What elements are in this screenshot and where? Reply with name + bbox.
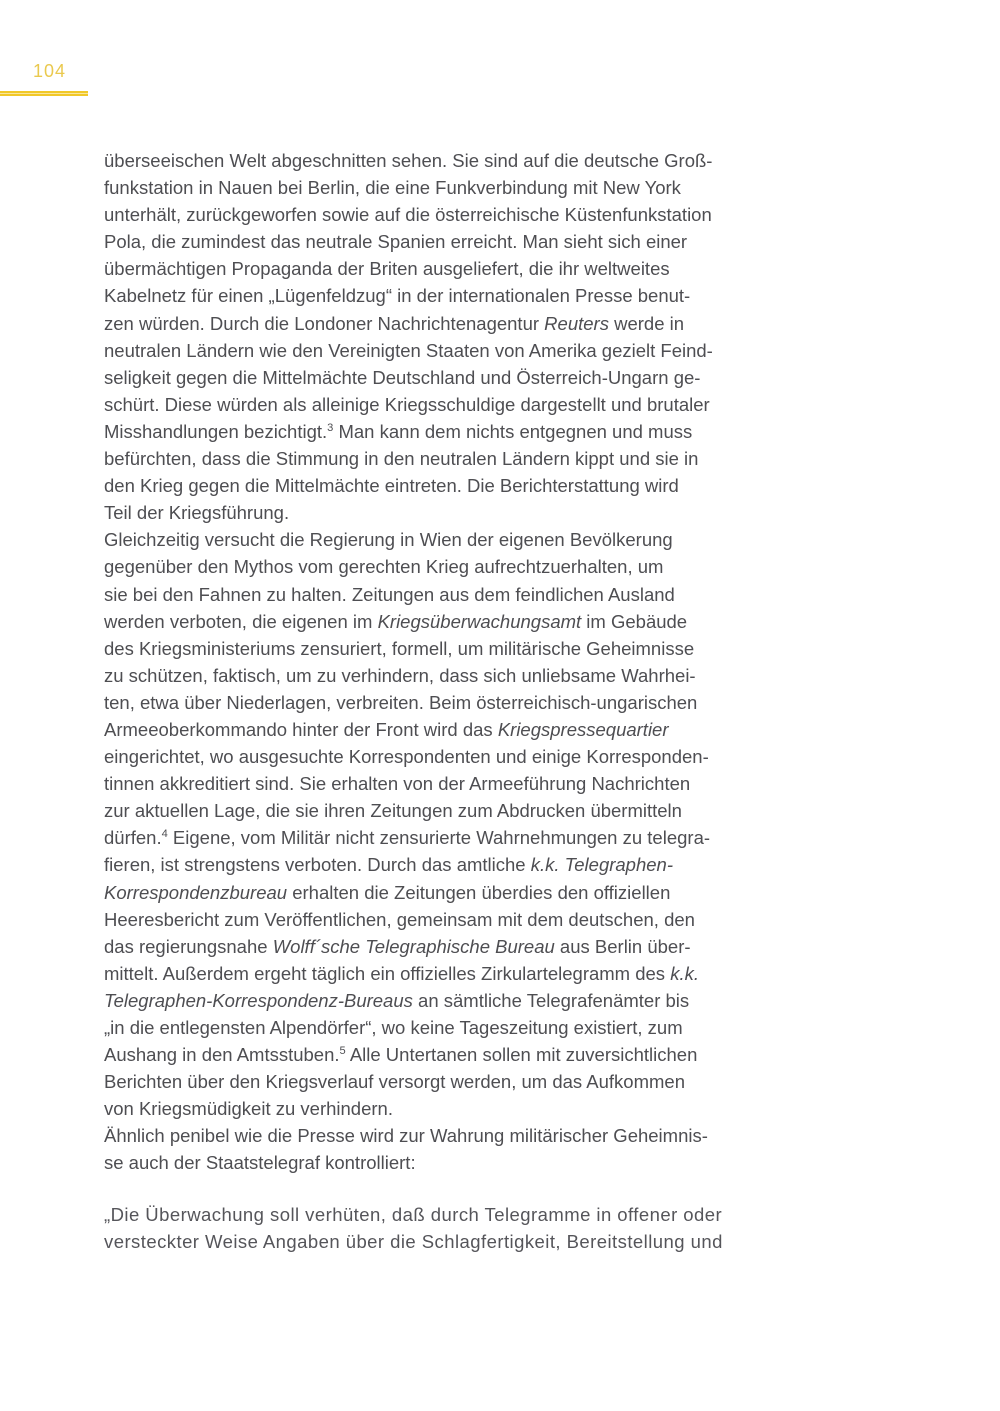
text-segment: sie bei den Fahnen zu halten. Zeitungen aus dem feindlichen Ausland [104, 583, 675, 605]
text-segment: Pola, die zumindest das neutrale Spanien erreicht. Man sieht sich einer [104, 231, 688, 253]
text-line [104, 282, 804, 309]
footnote-marker: 4 [161, 828, 168, 841]
text-segment: im Gebäude [581, 610, 688, 632]
text-segment: unterhält, zurückgeworfen sowie auf die österreichische Küstenfunkstation [104, 204, 712, 226]
text-line [104, 418, 804, 445]
text-line [104, 879, 804, 906]
page-number: 104 [33, 61, 67, 81]
text-segment: Eigene, vom Militär nicht zensurierte Wahrnehmungen zu telegra- [167, 827, 711, 849]
text-line [104, 581, 804, 608]
text-segment: Kriegspressequartier [497, 718, 669, 740]
text-segment: erhalten die Zeitungen überdies den offiziellen [287, 881, 671, 903]
text-line [104, 906, 804, 933]
text-segment: se auch der Staatstelegraf kontrolliert: [104, 1152, 416, 1174]
text-line [104, 1149, 804, 1176]
text-line [104, 608, 804, 635]
text-segment: funkstation in Nauen bei Berlin, die eine Funkverbindung mit New York [104, 177, 681, 199]
text-segment: zen würden. Durch die Londoner Nachrichtenagentur [104, 312, 545, 334]
text-segment: versteckter Weise Angaben über die Schlagfertigkeit, Bereitstellung und [104, 1230, 723, 1252]
text-segment: Kabelnetz für einen „Lügenfeldzug“ in der internationalen Presse benut- [104, 285, 691, 307]
text-segment: Reuters [544, 312, 609, 334]
text-segment: schürt. Diese würden als alleinige Kriegsschuldige dargestellt und brutaler [104, 393, 710, 415]
text-line [104, 201, 804, 228]
text-line [104, 635, 804, 662]
text-segment: überseeischen Welt abgeschnitten sehen. Sie sind auf die deutsche Groß- [104, 150, 713, 171]
text-segment: des Kriegsministeriums zensuriert, formell, um militärische Geheimnisse [104, 637, 695, 659]
text-segment: eingerichtet, wo ausgesuchte Korrespondenten und einige Korresponden- [104, 746, 709, 768]
text-line [104, 824, 804, 851]
text-segment: Heeresbericht zum Veröffentlichen, gemeinsam mit dem deutschen, den [104, 908, 695, 930]
text-segment: Telegraphen-Korrespondenz-Bureaus [104, 989, 413, 1011]
text-segment: Aushang in den Amtsstuben. [104, 1044, 340, 1066]
text-line [104, 553, 804, 580]
text-line [104, 364, 804, 391]
text-line [104, 716, 804, 743]
text-line [104, 1201, 804, 1228]
footnote-marker: 5 [339, 1044, 346, 1057]
text-line [104, 310, 804, 337]
text-segment: Wolff´sche Telegraphische Bureau [272, 935, 555, 957]
text-line [104, 1095, 804, 1122]
text-segment: Berichten über den Kriegsverlauf versorgt werden, um das Aufkommen [104, 1071, 685, 1093]
text-segment: werde in [608, 312, 685, 334]
text-segment: das regierungsnahe [104, 935, 273, 957]
text-segment: aus Berlin über- [554, 935, 691, 957]
text-line [104, 147, 804, 174]
text-segment: zur aktuellen Lage, die sie ihren Zeitungen zum Abdrucken übermitteln [104, 800, 682, 822]
text-segment: mittelt. Außerdem ergeht täglich ein offizielles Zirkulartelegramm des [104, 962, 671, 984]
text-segment: zu schützen, faktisch, um zu verhindern, dass sich unliebsame Wahrhei- [104, 664, 696, 686]
text-segment: übermächtigen Propaganda der Briten ausgeliefert, die ihr weltweites [104, 258, 670, 280]
text-segment: ten, etwa über Niederlagen, verbreiten. Beim österreichisch-ungarischen [104, 691, 698, 713]
text-line [104, 337, 804, 364]
text-line [104, 391, 804, 418]
text-segment: dürfen. [104, 827, 162, 849]
text-segment: an sämtliche Telegrafenämter bis [412, 989, 690, 1011]
text-line [104, 770, 804, 797]
text-segment: k.k. Telegraphen- [530, 854, 673, 876]
text-segment: werden verboten, die eigenen im [104, 610, 378, 632]
text-segment: Ähnlich penibel wie die Presse wird zur Wahrung militärischer Geheimnis- [104, 1125, 708, 1147]
text-line [104, 472, 804, 499]
text-line [104, 1228, 804, 1255]
text-segment: Gleichzeitig versucht die Regierung in Wien der eigenen Bevölkerung [104, 529, 673, 551]
text-segment: „in die entlegensten Alpendörfer“, wo keine Tageszeitung existiert, zum [104, 1017, 683, 1038]
page-number-rule [0, 91, 88, 96]
quote-block [104, 1201, 804, 1255]
text-segment: den Krieg gegen die Mittelmächte eintreten. Die Berichterstattung wird [104, 475, 679, 497]
text-segment: von Kriegsmüdigkeit zu verhindern. [104, 1098, 393, 1120]
text-line [104, 933, 804, 960]
text-segment: Teil der Kriegsführung. [104, 502, 290, 524]
text-segment: k.k. [670, 962, 699, 984]
text-line [104, 1122, 804, 1149]
text-line [104, 445, 804, 472]
text-segment: neutralen Ländern wie den Vereinigten Staaten von Amerika gezielt Feind- [104, 339, 713, 361]
text-segment: seligkeit gegen die Mittelmächte Deutschland und Österreich-Ungarn ge- [104, 366, 701, 388]
text-line [104, 1014, 804, 1041]
text-segment: gegenüber den Mythos vom gerechten Krieg aufrechtzuerhalten, um [104, 556, 664, 578]
text-segment: Korrespondenzbureau [104, 881, 288, 903]
text-line [104, 1041, 804, 1068]
text-line [104, 662, 804, 689]
text-line [104, 228, 804, 255]
text-line [104, 255, 804, 282]
text-segment: „Die Überwachung soll verhüten, daß durch Telegramme in offener oder [104, 1203, 723, 1225]
text-segment: Kriegsüberwachungsamt [377, 610, 582, 632]
text-segment: fieren, ist strengstens verboten. Durch das amtliche [104, 854, 531, 876]
text-segment: Alle Untertanen sollen mit zuversichtlichen [345, 1044, 698, 1066]
text-segment: befürchten, dass die Stimmung in den neutralen Ländern kippt und sie in [104, 448, 699, 470]
text-line [104, 797, 804, 824]
main-paragraphs [104, 147, 804, 1177]
text-line [104, 987, 804, 1014]
text-line [104, 526, 804, 553]
text-segment: Armeeoberkommando hinter der Front wird das [104, 718, 498, 740]
text-line [104, 851, 804, 878]
text-line [104, 499, 804, 526]
text-segment: tinnen akkreditiert sind. Sie erhalten von der Armeeführung Nachrichten [104, 773, 691, 795]
text-segment: Misshandlungen bezichtigt. [104, 420, 328, 442]
text-segment: Man kann dem nichts entgegnen und muss [333, 420, 693, 442]
footnote-marker: 3 [327, 421, 334, 434]
text-line [104, 960, 804, 987]
text-line [104, 1068, 804, 1095]
text-line [104, 743, 804, 770]
body-text [104, 147, 804, 1255]
text-line [104, 689, 804, 716]
text-line [104, 174, 804, 201]
